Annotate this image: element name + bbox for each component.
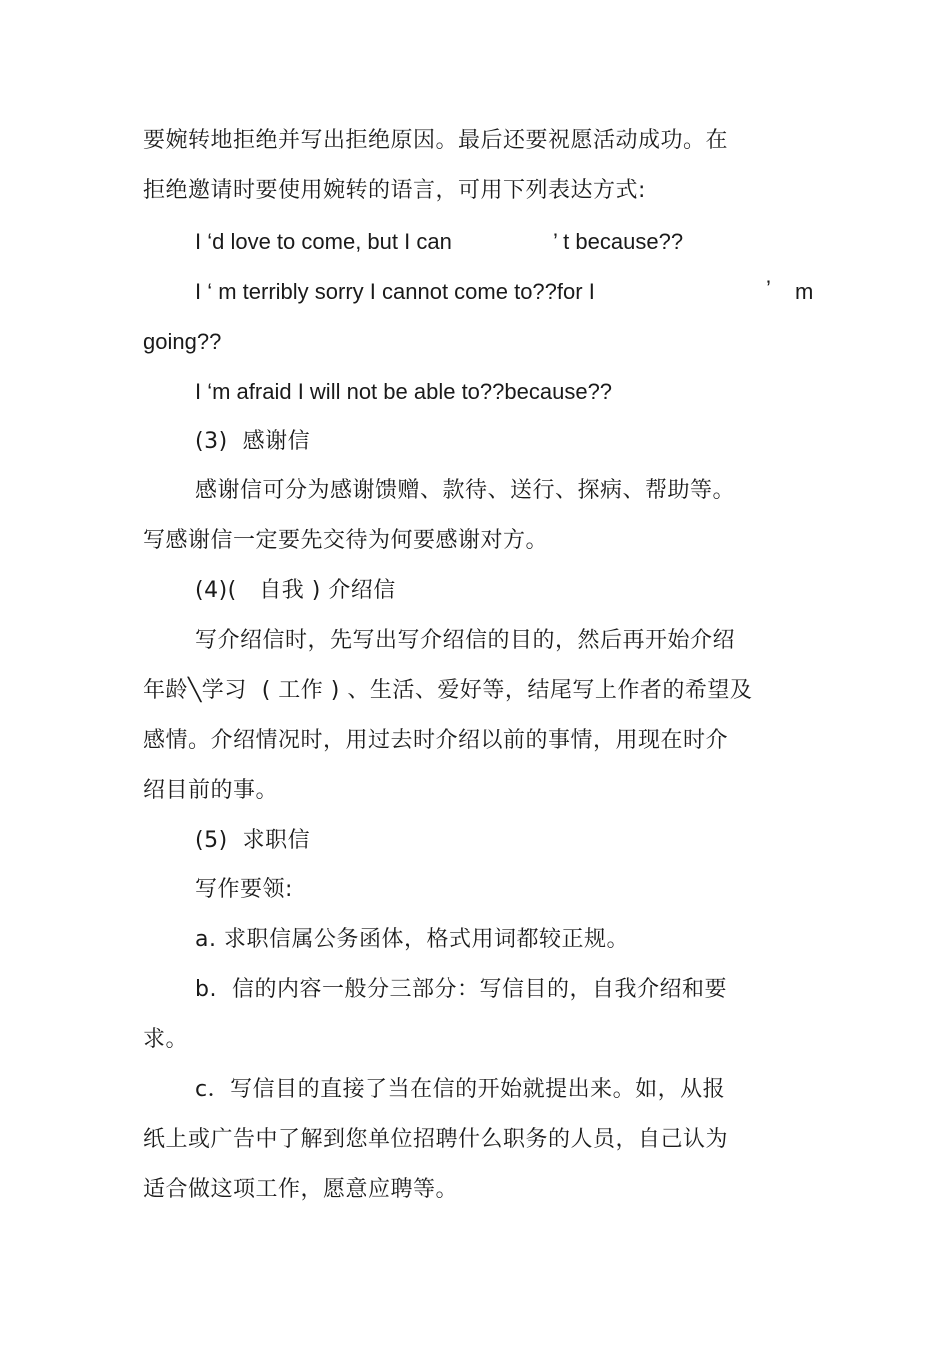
- text-line: 感情。介绍情况时，用过去时介绍以前的事情，用现在时介: [143, 728, 729, 753]
- text-line: 写介绍信时，先写出写介绍信的目的，然后再开始介绍: [195, 628, 736, 653]
- text-line: I ‘m afraid I will not be able to??because??: [195, 379, 613, 404]
- text-line: 纸上或广告中了解到您单位招聘什么职务的人员，自己认为: [143, 1127, 729, 1152]
- text-line: m: [795, 279, 814, 304]
- section-heading: (3) 感谢信: [195, 429, 311, 454]
- section-heading: (4)( 自我 ) 介绍信: [195, 578, 396, 603]
- text-line: 写感谢信一定要先交待为何要感谢对方。: [143, 528, 549, 553]
- text-line: ’ t because??: [553, 229, 684, 254]
- list-item: b. 信的内容一般分三部分：写信目的，自我介绍和要: [195, 977, 727, 1002]
- text-line: 绍目前的事。: [143, 778, 279, 803]
- text-line: going??: [143, 329, 222, 354]
- text-line: 拒绝邀请时要使用婉转的语言，可用下列表达方式:: [143, 178, 646, 203]
- text-line: I ‘ m terribly sorry I cannot come to??for I: [195, 279, 595, 304]
- text-line: 感谢信可分为感谢馈赠、款待、送行、探病、帮助等。: [195, 478, 736, 503]
- section-heading: (5) 求职信: [195, 828, 311, 853]
- text-line: 求。: [143, 1027, 189, 1052]
- list-item: a. 求职信属公务函体，格式用词都较正规。: [195, 927, 629, 952]
- text-line: 年龄╲学习 ( 工作 ) 、生活、爱好等，结尾写上作者的希望及: [143, 678, 753, 703]
- text-line: 写作要领:: [195, 877, 293, 902]
- text-line: I ‘d love to come, but I can: [195, 229, 452, 254]
- text-line: 要婉转地拒绝并写出拒绝原因。最后还要祝愿活动成功。在: [143, 128, 729, 153]
- list-item: c．写信目的直接了当在信的开始就提出来。如，从报: [195, 1077, 726, 1102]
- text-line: 适合做这项工作，愿意应聘等。: [143, 1177, 459, 1202]
- text-line: ’: [766, 276, 771, 301]
